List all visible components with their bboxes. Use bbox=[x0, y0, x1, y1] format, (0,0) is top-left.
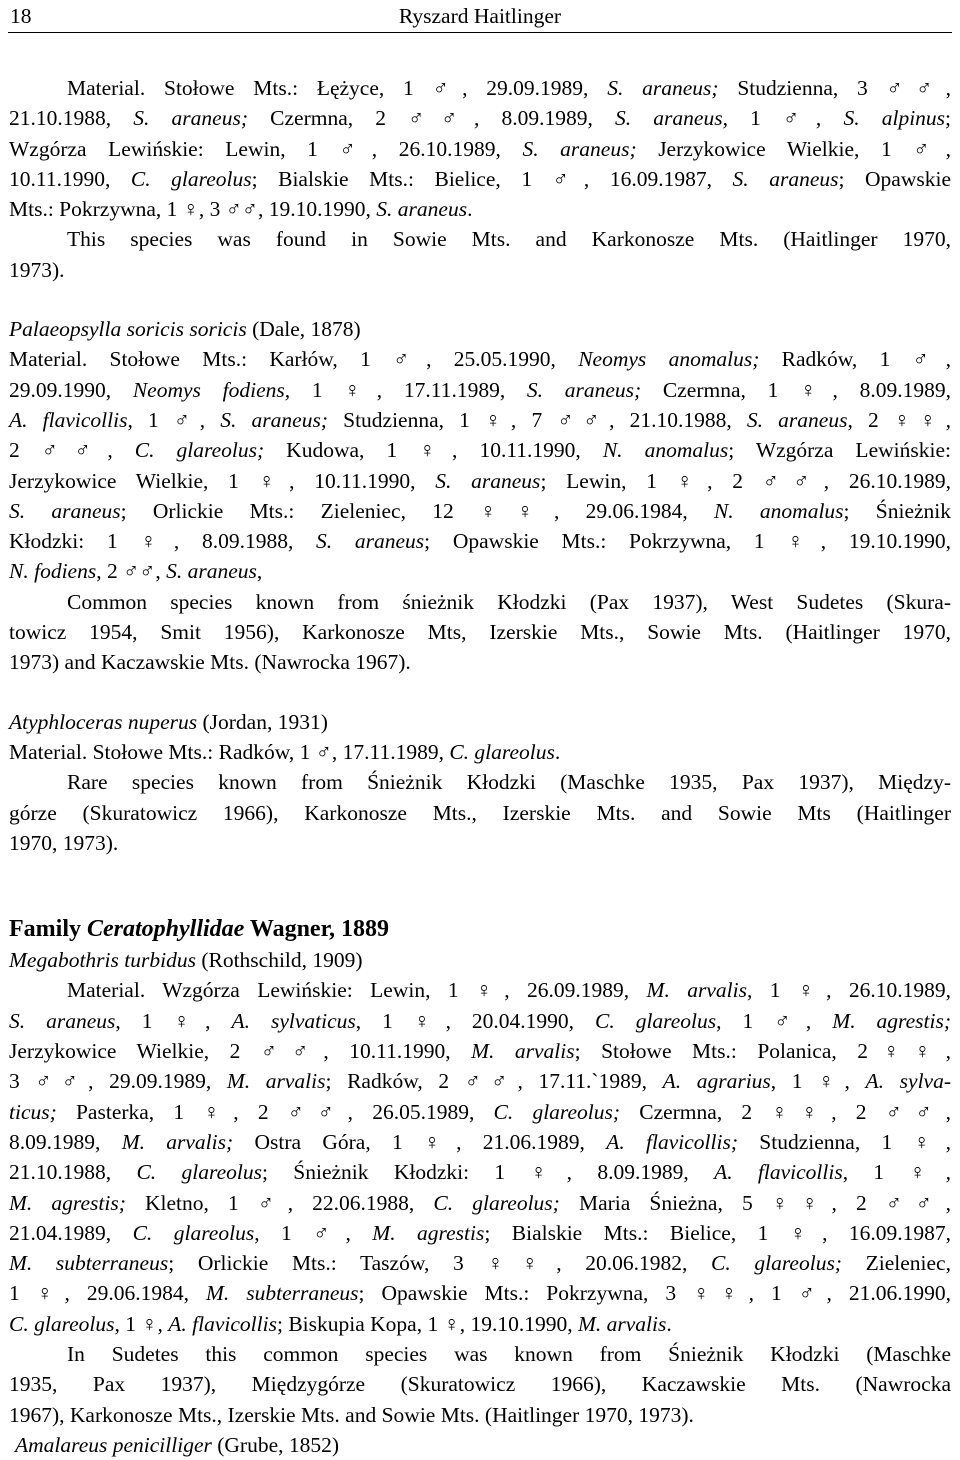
text-line bbox=[9, 1066, 951, 1096]
text-line bbox=[9, 405, 951, 435]
text-run: Material. Stołowe Mts.: Radków, 1 ♂, 17.11.1989, bbox=[9, 739, 450, 764]
text-line bbox=[9, 1218, 951, 1248]
text-run: Kudowa, 1 ♀, 10.11.1990, bbox=[264, 438, 603, 463]
text-run: ; Biskupia Kopa, 1 ♀, 19.10.1990, bbox=[276, 1311, 578, 1336]
text-run: górze (Skuratowicz 1966), Karkonosze Mts., Izerskie Mts. and Sowie Mts (Haitlinger bbox=[9, 800, 951, 825]
text-run: Ostra Góra, 1 ♀, 21.06.1989, bbox=[233, 1129, 607, 1154]
family-heading bbox=[9, 913, 951, 945]
taxon-name: N. anomalus bbox=[602, 438, 729, 463]
text-run: , 1 ♂, bbox=[254, 1220, 373, 1245]
text-run: ; Lewin, 1 ♀, 2 ♂♂, 26.10.1989, bbox=[540, 468, 952, 493]
taxon-name: Neomys fodiens, bbox=[132, 377, 291, 402]
text-line bbox=[9, 375, 951, 405]
text-run: (Grube, 1852) bbox=[211, 1432, 340, 1457]
taxon-name: A. sylva- bbox=[865, 1069, 952, 1094]
body-text bbox=[9, 73, 951, 1460]
text-line bbox=[9, 344, 951, 374]
text-line bbox=[9, 1278, 951, 1308]
text-run: Mts.: Pokrzywna, 1 ♀, 3 ♂♂, 19.10.1990, bbox=[9, 197, 377, 222]
taxon-name: C. glareolus bbox=[595, 1008, 717, 1033]
taxon-name: S. araneus bbox=[746, 407, 848, 432]
species-heading bbox=[9, 945, 951, 975]
text-line bbox=[9, 1369, 951, 1399]
species-palaeopsylla bbox=[9, 314, 951, 678]
text-run: In Sudetes this common species was known from Śnieżnik Kłodzki (Maschke bbox=[67, 1341, 951, 1366]
text-run: Jerzykowice Wielkie, 1 ♀, 10.11.1990, bbox=[9, 468, 436, 493]
text-line bbox=[9, 617, 951, 647]
taxon-name: Ceratophyllidae bbox=[87, 916, 245, 943]
text-line bbox=[9, 194, 951, 224]
text-run: , 1 ♀, 26.10.1989, bbox=[746, 978, 951, 1003]
taxon-name: Megabothris turbidus bbox=[9, 948, 196, 973]
text-run: ; Radków, 2 ♂♂, 17.11.`1989, bbox=[325, 1069, 663, 1094]
taxon-name: C. glareolus bbox=[132, 1220, 255, 1245]
taxon-name: C. glareolus bbox=[136, 1160, 262, 1185]
taxon-name: N. fodiens bbox=[9, 559, 97, 584]
species-heading bbox=[9, 1430, 951, 1460]
species-heading bbox=[9, 707, 951, 737]
text-line bbox=[9, 587, 951, 617]
text-run: Czermna, 2 ♀♀, 2 ♂♂, bbox=[620, 1099, 951, 1124]
text-run: ; Opawskie Mts.: Pokrzywna, 1 ♀, 19.10.1990, bbox=[424, 529, 951, 554]
text-run: ; bbox=[945, 106, 952, 131]
running-author: Ryszard Haitlinger bbox=[398, 4, 562, 28]
text-run: Family bbox=[9, 916, 87, 943]
text-run: , 1 ♀, bbox=[770, 1069, 866, 1094]
taxon-name: Amalareus penicilliger bbox=[15, 1432, 212, 1457]
text-line bbox=[9, 647, 951, 677]
text-run: 8.09.1989, bbox=[9, 1129, 122, 1154]
taxon-name: ticus; bbox=[9, 1099, 57, 1124]
taxon-name: C. glareolus; bbox=[711, 1251, 842, 1276]
text-run: , 1 ♀, bbox=[114, 1311, 169, 1336]
text-run: ; Stołowe Mts.: Polanica, 2♀♀, bbox=[574, 1039, 951, 1064]
text-run: Studzienna, 1 ♀, 7 ♂♂, 21.10.1988, bbox=[327, 407, 747, 432]
text-run: , 2 ♀♀, bbox=[847, 407, 952, 432]
taxon-name: M. subterraneus bbox=[9, 1251, 169, 1276]
taxon-name: S. araneus; bbox=[607, 76, 719, 100]
text-run: , 1 ♂, bbox=[716, 1008, 833, 1033]
text-run: 21.10.1988, bbox=[9, 1160, 137, 1185]
text-run: 1935, Pax 1937), Międzygórze (Skuratowicz 1966), Kaczawskie Mts. (Nawrocka bbox=[9, 1372, 951, 1397]
text-run: Czermna, 1 ♀, 8.09.1989, bbox=[641, 377, 952, 402]
text-run: Common species known from śnieżnik Kłodzki (Pax 1937), West Sudetes (Skura- bbox=[67, 589, 951, 614]
text-run: Jerzykowice Wielkie, 1 ♂, bbox=[636, 136, 951, 161]
taxon-name: A. agrarius bbox=[662, 1069, 771, 1094]
taxon-name: S. araneus bbox=[316, 529, 425, 554]
taxon-name: S. araneus; bbox=[133, 106, 248, 131]
text-line bbox=[9, 1036, 951, 1066]
text-line bbox=[9, 1339, 951, 1369]
text-line bbox=[9, 496, 951, 526]
text-run: ; Śnieżnik Kłodzki: 1 ♀, 8.09.1989, bbox=[261, 1160, 715, 1185]
text-line bbox=[9, 134, 951, 164]
text-run: 29.09.1990, bbox=[9, 377, 133, 402]
taxon-name: S. araneus, bbox=[615, 106, 728, 131]
text-run: , 1 ♀, bbox=[842, 1160, 951, 1185]
text-run: Czermna, 2 ♂♂, 8.09.1989, bbox=[248, 106, 616, 131]
text-run: Material. Wzgórza Lewińskie: Lewin, 1 ♀, 26.09.1989, bbox=[67, 978, 647, 1003]
text-line bbox=[9, 1006, 951, 1036]
text-run: Maria Śnieżna, 5 ♀♀, 2 ♂♂, bbox=[559, 1190, 951, 1215]
taxon-name: C. glareolus bbox=[449, 739, 555, 764]
text-run: Zieleniec, bbox=[841, 1251, 951, 1276]
text-line bbox=[9, 1309, 951, 1339]
text-line bbox=[9, 1157, 951, 1187]
text-run: Kletno, 1 ♂, 22.06.1988, bbox=[125, 1190, 434, 1215]
text-run: ; Opawskie Mts.: Pokrzywna, 3 ♀♀, 1 ♂, 21.06.1990, bbox=[358, 1281, 951, 1306]
taxon-name: C. glareolus; bbox=[134, 438, 265, 463]
text-line bbox=[9, 224, 951, 254]
text-run: 2 ♂♂, bbox=[9, 438, 135, 463]
text-run: , bbox=[256, 559, 263, 584]
text-run: Pasterka, 1 ♀, 2 ♂♂, 26.05.1989, bbox=[56, 1099, 494, 1124]
text-run: 21.04.1989, bbox=[9, 1220, 133, 1245]
taxon-name: M. subterraneus bbox=[205, 1281, 359, 1306]
taxon-name: M. agrestis; bbox=[9, 1190, 126, 1215]
species-heading bbox=[9, 314, 951, 344]
text-line bbox=[9, 1097, 951, 1127]
text-run: Jerzykowice Wielkie, 2 ♂♂, 10.11.1990, bbox=[9, 1039, 472, 1064]
text-line bbox=[9, 975, 951, 1005]
text-line bbox=[9, 164, 951, 194]
text-run: . bbox=[467, 197, 473, 222]
text-run: Radków, 1 ♂, bbox=[759, 347, 952, 372]
text-line bbox=[9, 767, 951, 797]
taxon-name: M. agrestis; bbox=[832, 1008, 951, 1033]
taxon-name: A. flavicollis; bbox=[606, 1129, 738, 1154]
taxon-name: A. sylvaticus bbox=[231, 1008, 356, 1033]
text-run: 21.10.1988, bbox=[9, 106, 134, 131]
taxon-name: A. flavicollis bbox=[168, 1311, 277, 1336]
taxon-name: M. arvalis bbox=[646, 978, 747, 1003]
text-line bbox=[9, 466, 951, 496]
text-run: . bbox=[666, 1311, 672, 1336]
text-run: This species was found in Sowie Mts. and Karkonosze Mts. (Haitlinger 1970, bbox=[67, 227, 951, 252]
text-run: 1967), Karkonosze Mts., Izerskie Mts. and Sowie Mts. (Haitlinger 1970, 1973). bbox=[9, 1402, 694, 1427]
text-run: , 1 ♀, 20.04.1990, bbox=[355, 1008, 596, 1033]
text-run: 1 ♂, bbox=[727, 106, 844, 131]
text-run: Material. Stołowe Mts.: Karłów, 1 ♂, 25.05.1990, bbox=[9, 347, 579, 372]
taxon-name: Atyphloceras nuperus bbox=[9, 709, 198, 734]
taxon-name: S. araneus bbox=[166, 559, 257, 584]
taxon-name: Neomys anomalus; bbox=[578, 347, 760, 372]
text-run: ; Wzgórza Lewińskie: bbox=[728, 438, 951, 463]
text-run: Kłodzki: 1 ♀, 8.09.1988, bbox=[9, 529, 317, 554]
text-line bbox=[9, 798, 951, 828]
taxon-name: C. glareolus bbox=[130, 166, 252, 191]
text-run: 1 ♀, 29.06.1984, bbox=[9, 1281, 206, 1306]
taxon-name: A. flavicollis bbox=[714, 1160, 843, 1185]
taxon-name: A. flavicollis bbox=[9, 407, 128, 432]
taxon-name: M. agrestis bbox=[372, 1220, 485, 1245]
text-line bbox=[9, 556, 951, 586]
text-run: Rare species known from Śnieżnik Kłodzki (Maschke 1935, Pax 1937), Między- bbox=[67, 770, 951, 795]
text-line bbox=[9, 255, 951, 285]
species-megabothris bbox=[9, 913, 951, 1430]
text-run: , 1 ♂, bbox=[127, 407, 221, 432]
text-run: Wagner, 1889 bbox=[244, 916, 390, 943]
taxon-name: S. araneus bbox=[376, 197, 468, 222]
text-run: ; Śnieżnik bbox=[843, 498, 952, 523]
running-header bbox=[8, 2, 952, 33]
page-number: 18 bbox=[10, 4, 32, 28]
taxon-name: C. glareolus; bbox=[433, 1190, 560, 1215]
taxon-name: S. araneus bbox=[9, 1008, 116, 1033]
text-run: 1970, 1973). bbox=[9, 830, 119, 855]
text-run: ; Orlickie Mts.: Taszów, 3 ♀♀, 20.06.1982, bbox=[168, 1251, 712, 1276]
text-run: Studzienna, 3 ♂♂, bbox=[718, 76, 951, 100]
text-run: 10.11.1990, bbox=[9, 166, 131, 191]
text-line bbox=[9, 1127, 951, 1157]
taxon-name: M. arvalis bbox=[226, 1069, 326, 1094]
text-run: ; Bialskie Mts.: Bielice, 1 ♂, 16.09.1987, bbox=[251, 166, 733, 191]
taxon-name: S. araneus; bbox=[220, 407, 328, 432]
taxon-name: S. araneus bbox=[732, 166, 839, 191]
text-run: 1973). bbox=[9, 257, 65, 282]
text-run: Material. Stołowe Mts.: Łężyce, 1 ♂, 29.09.1989, bbox=[67, 76, 608, 100]
species-atyphloceras bbox=[9, 707, 951, 858]
taxon-name: S. alpinus bbox=[843, 106, 946, 131]
text-line bbox=[9, 435, 951, 465]
text-run: , 1 ♀, bbox=[115, 1008, 232, 1033]
taxon-name: S. araneus bbox=[435, 468, 541, 493]
text-run: . bbox=[554, 739, 561, 764]
text-run: Wzgórza Lewińskie: Lewin, 1 ♂, 26.10.1989, bbox=[9, 136, 523, 161]
taxon-name: N. anomalus bbox=[713, 498, 844, 523]
text-run: 1 ♀, 17.11.1989, bbox=[290, 377, 527, 402]
taxon-name: M. arvalis bbox=[577, 1311, 667, 1336]
taxon-name: S. araneus bbox=[9, 498, 121, 523]
taxon-name: M. arvalis; bbox=[121, 1129, 234, 1154]
text-line bbox=[9, 103, 951, 133]
text-run: 3 ♂♂, 29.09.1989, bbox=[9, 1069, 227, 1094]
araneus-records bbox=[9, 73, 951, 285]
text-line bbox=[9, 1400, 951, 1430]
text-run: ; Opawskie bbox=[838, 166, 952, 191]
text-run: (Rothschild, 1909) bbox=[195, 948, 363, 973]
text-run: 1973) and Kaczawskie Mts. (Nawrocka 1967). bbox=[9, 650, 411, 675]
text-run: Studzienna, 1 ♀, bbox=[738, 1129, 951, 1154]
text-line bbox=[9, 1188, 951, 1218]
taxon-name: Palaeopsylla soricis soricis bbox=[9, 317, 247, 342]
taxon-name: S. araneus; bbox=[526, 377, 642, 402]
taxon-name: S. araneus; bbox=[522, 136, 637, 161]
text-run: (Dale, 1878) bbox=[246, 317, 361, 342]
species-amalareus bbox=[9, 1430, 951, 1460]
text-run: ; Bialskie Mts.: Bielice, 1 ♀, 16.09.1987, bbox=[484, 1220, 952, 1245]
text-run: towicz 1954, Smit 1956), Karkonosze Mts, Izerskie Mts., Sowie Mts. (Haitlinger 1970, bbox=[9, 620, 951, 645]
text-run: ; Orlickie Mts.: Zieleniec, 12 ♀♀, 29.06.1984, bbox=[120, 498, 714, 523]
text-line bbox=[9, 737, 951, 767]
text-run: , 2 ♂♂, bbox=[96, 559, 167, 584]
taxon-name: C. glareolus bbox=[9, 1311, 115, 1336]
taxon-name: C. glareolus; bbox=[493, 1099, 621, 1124]
text-line bbox=[9, 1248, 951, 1278]
taxon-name: M. arvalis bbox=[471, 1039, 575, 1064]
text-line bbox=[9, 526, 951, 556]
text-line bbox=[9, 73, 951, 103]
text-run: (Jordan, 1931) bbox=[197, 709, 328, 734]
text-line bbox=[9, 828, 951, 858]
